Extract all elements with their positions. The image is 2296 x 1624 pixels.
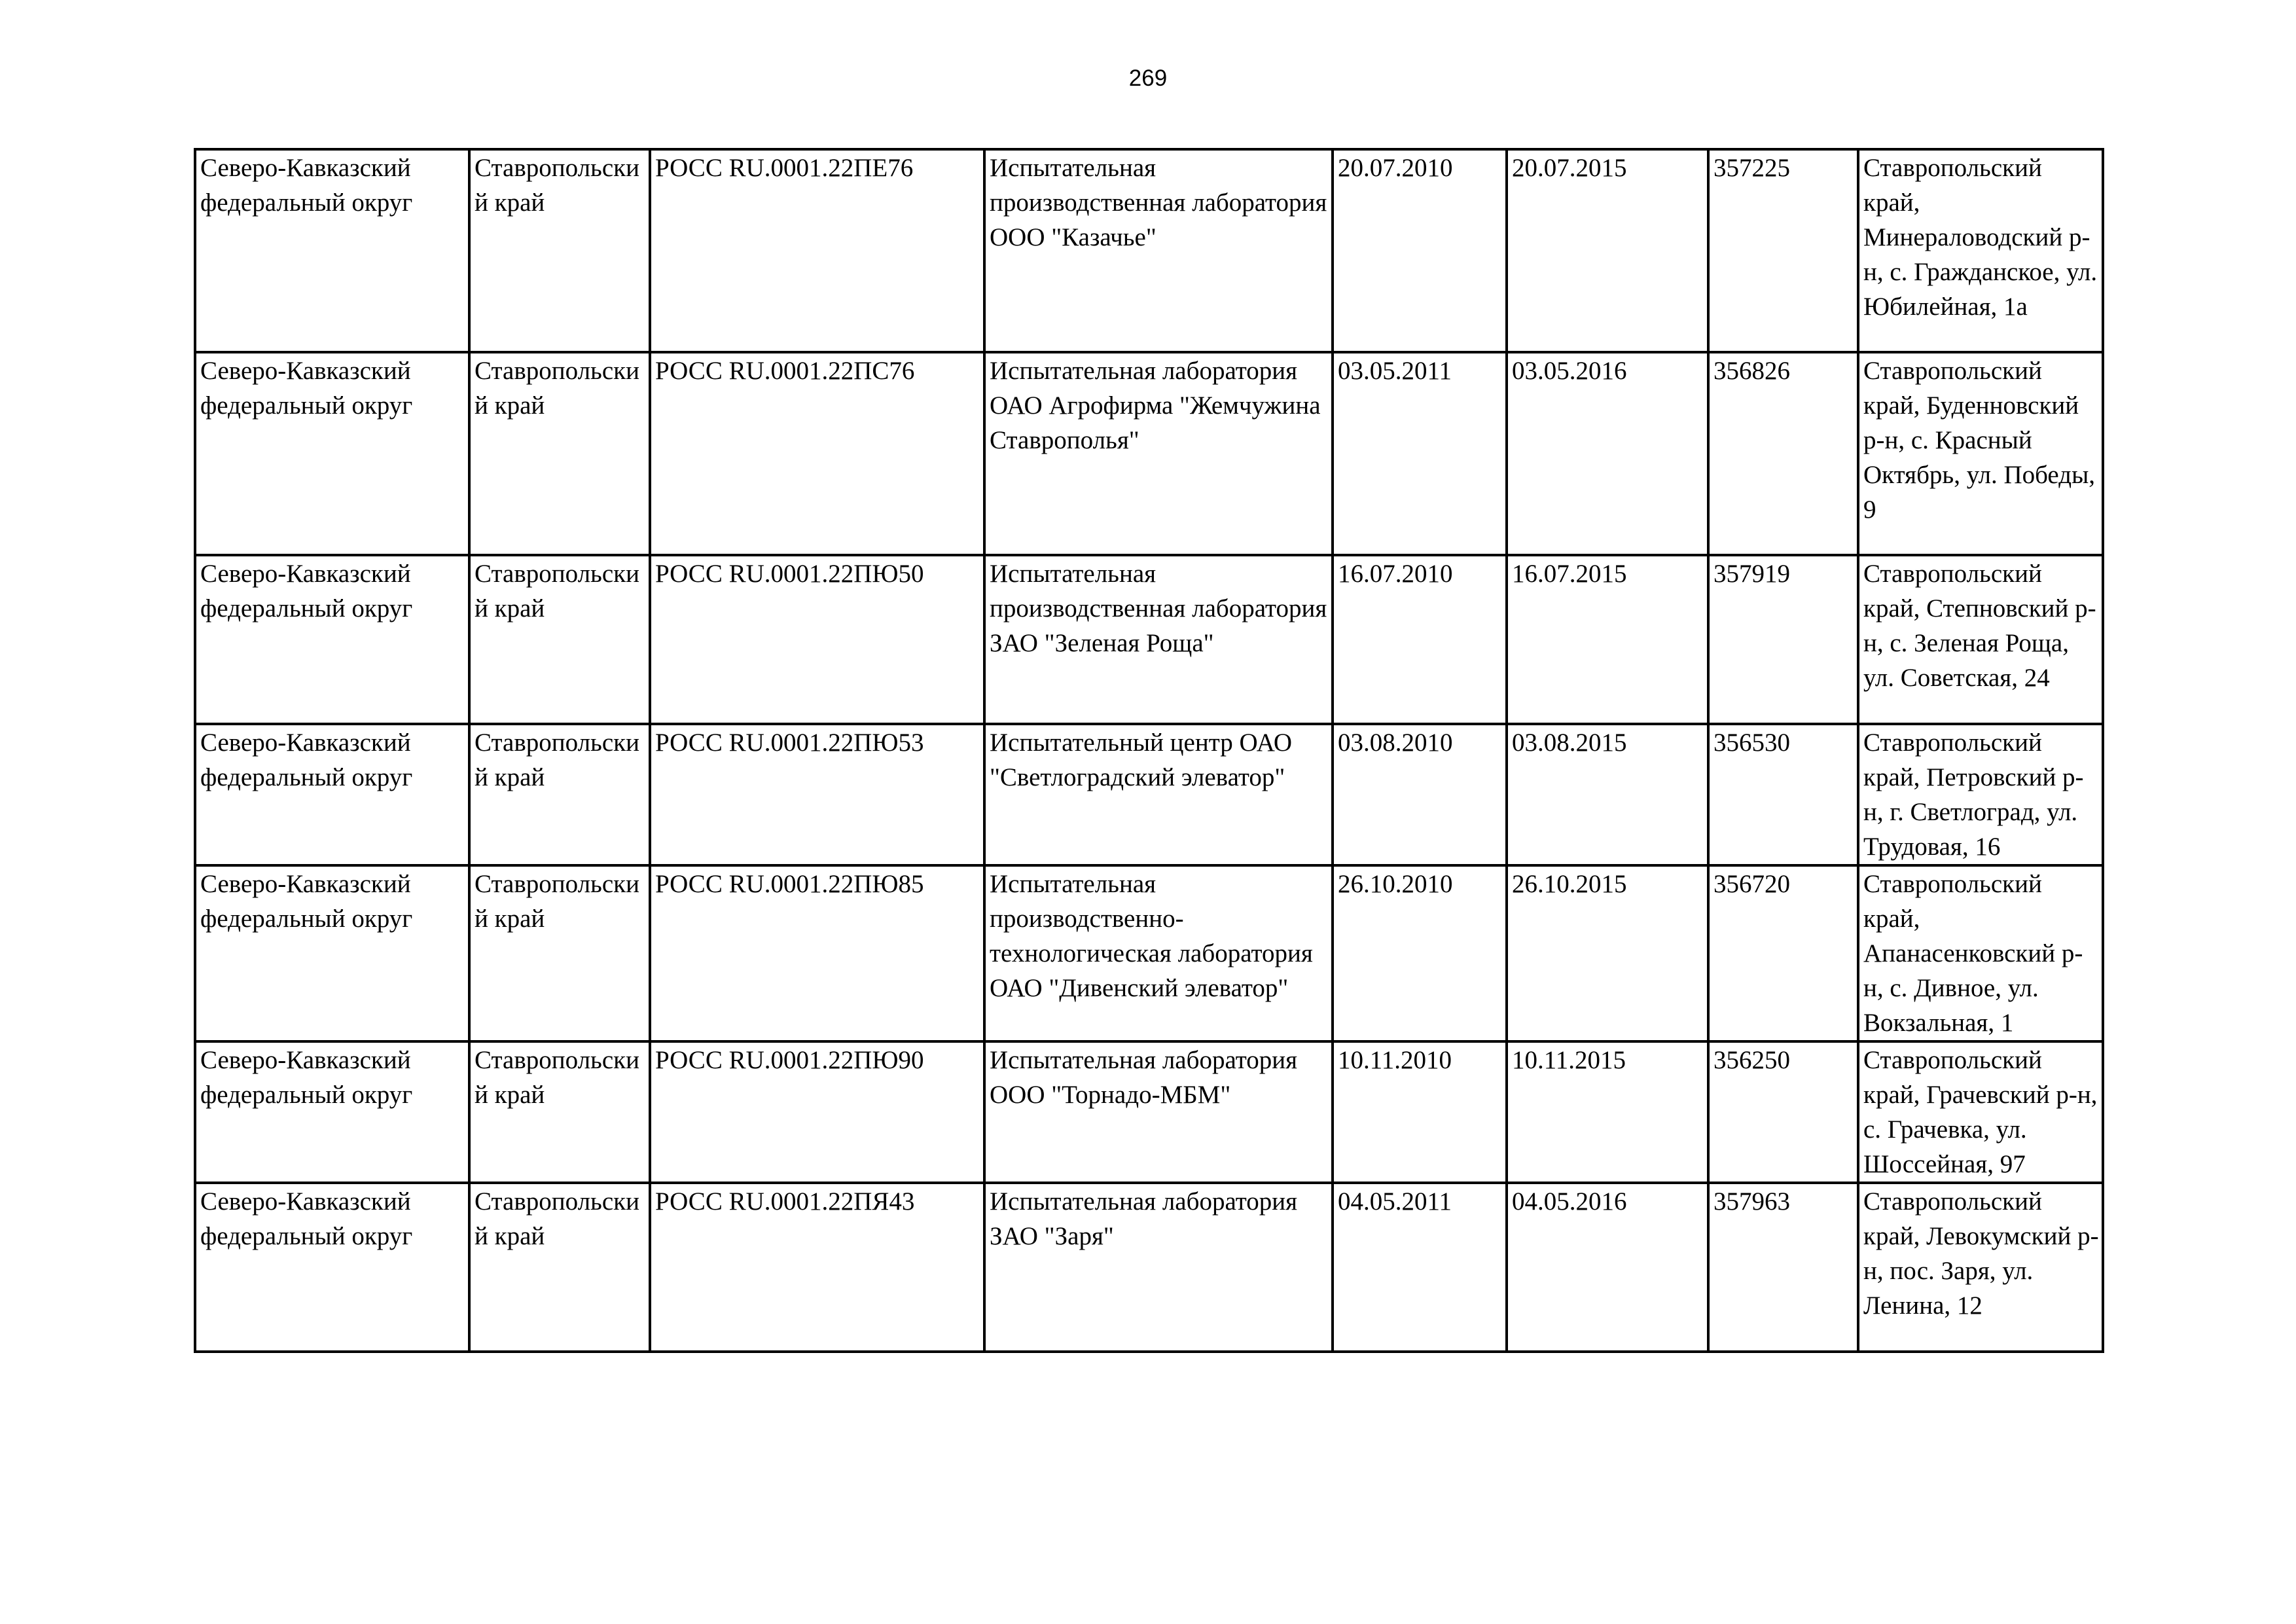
laboratory-name-cell: Испытательная лаборатория ЗАО "Заря" xyxy=(984,1183,1333,1352)
date-to-cell: 26.10.2015 xyxy=(1507,865,1708,1041)
region-cell: Ставропольский край xyxy=(469,352,650,555)
table-row xyxy=(195,1183,2103,1352)
date-to-cell: 03.08.2015 xyxy=(1507,724,1708,865)
district-cell: Северо-Кавказский федеральный округ xyxy=(195,555,469,724)
postcode-cell: 357225 xyxy=(1708,149,1858,352)
table-row xyxy=(195,865,2103,1041)
region-cell: Ставропольский край xyxy=(469,724,650,865)
region-cell: Ставропольский край xyxy=(469,555,650,724)
table-row xyxy=(195,555,2103,724)
certificate-cell: РОСС RU.0001.22ПС76 xyxy=(650,352,984,555)
certificate-cell: РОСС RU.0001.22ПЕ76 xyxy=(650,149,984,352)
region-cell: Ставропольский край xyxy=(469,865,650,1041)
district-cell: Северо-Кавказский федеральный округ xyxy=(195,149,469,352)
address-cell: Ставропольский край, Буденновский р-н, с. Красный Октябрь, ул. Победы, 9 xyxy=(1858,352,2103,555)
district-cell: Северо-Кавказский федеральный округ xyxy=(195,865,469,1041)
laboratory-name-cell: Испытательная лаборатория ООО "Торнадо-МБМ" xyxy=(984,1041,1333,1183)
date-to-cell: 10.11.2015 xyxy=(1507,1041,1708,1183)
date-from-cell: 04.05.2011 xyxy=(1333,1183,1507,1352)
page-number: 269 xyxy=(1128,65,1168,91)
district-cell: Северо-Кавказский федеральный округ xyxy=(195,1183,469,1352)
laboratory-name-cell: Испытательная производственно-технологическая лаборатория ОАО "Дивенский элеватор" xyxy=(984,865,1333,1041)
postcode-cell: 357963 xyxy=(1708,1183,1858,1352)
certificate-cell: РОСС RU.0001.22ПЮ85 xyxy=(650,865,984,1041)
certificate-cell: РОСС RU.0001.22ПЯ43 xyxy=(650,1183,984,1352)
date-to-cell: 03.05.2016 xyxy=(1507,352,1708,555)
region-cell: Ставропольский край xyxy=(469,149,650,352)
certificate-cell: РОСС RU.0001.22ПЮ53 xyxy=(650,724,984,865)
district-cell: Северо-Кавказский федеральный округ xyxy=(195,724,469,865)
laboratory-name-cell: Испытательная производственная лаборатория ООО "Казачье" xyxy=(984,149,1333,352)
postcode-cell: 356530 xyxy=(1708,724,1858,865)
laboratory-name-cell: Испытательная лаборатория ОАО Агрофирма "Жемчужина Ставрополья" xyxy=(984,352,1333,555)
district-cell: Северо-Кавказский федеральный округ xyxy=(195,352,469,555)
region-cell: Ставропольский край xyxy=(469,1183,650,1352)
address-cell: Ставропольский край, Апанасенковский р-н, с. Дивное, ул. Вокзальная, 1 xyxy=(1858,865,2103,1041)
date-to-cell: 20.07.2015 xyxy=(1507,149,1708,352)
date-from-cell: 03.05.2011 xyxy=(1333,352,1507,555)
date-from-cell: 20.07.2010 xyxy=(1333,149,1507,352)
postcode-cell: 356826 xyxy=(1708,352,1858,555)
address-cell: Ставропольский край, Левокумский р-н, пос. Заря, ул. Ленина, 12 xyxy=(1858,1183,2103,1352)
district-cell: Северо-Кавказский федеральный округ xyxy=(195,1041,469,1183)
address-cell: Ставропольский край, Степновский р-н, с. Зеленая Роща, ул. Советская, 24 xyxy=(1858,555,2103,724)
date-from-cell: 26.10.2010 xyxy=(1333,865,1507,1041)
laboratory-name-cell: Испытательная производственная лаборатория ЗАО "Зеленая Роща" xyxy=(984,555,1333,724)
registry-table-body xyxy=(195,149,2103,1352)
table-row xyxy=(195,149,2103,352)
laboratory-registry-table xyxy=(194,148,2104,1353)
table-row xyxy=(195,724,2103,865)
address-cell: Ставропольский край, Грачевский р-н, с. Грачевка, ул. Шоссейная, 97 xyxy=(1858,1041,2103,1183)
address-cell: Ставропольский край, Петровский р-н, г. Светлоград, ул. Трудовая, 16 xyxy=(1858,724,2103,865)
region-cell: Ставропольский край xyxy=(469,1041,650,1183)
address-cell: Ставропольский край, Минераловодский р-н, с. Гражданское, ул. Юбилейная, 1а xyxy=(1858,149,2103,352)
date-from-cell: 10.11.2010 xyxy=(1333,1041,1507,1183)
laboratory-name-cell: Испытательный центр ОАО "Светлоградский элеватор" xyxy=(984,724,1333,865)
postcode-cell: 356250 xyxy=(1708,1041,1858,1183)
postcode-cell: 356720 xyxy=(1708,865,1858,1041)
certificate-cell: РОСС RU.0001.22ПЮ50 xyxy=(650,555,984,724)
postcode-cell: 357919 xyxy=(1708,555,1858,724)
table-row xyxy=(195,352,2103,555)
date-to-cell: 16.07.2015 xyxy=(1507,555,1708,724)
table-row xyxy=(195,1041,2103,1183)
certificate-cell: РОСС RU.0001.22ПЮ90 xyxy=(650,1041,984,1183)
date-from-cell: 16.07.2010 xyxy=(1333,555,1507,724)
date-to-cell: 04.05.2016 xyxy=(1507,1183,1708,1352)
date-from-cell: 03.08.2010 xyxy=(1333,724,1507,865)
